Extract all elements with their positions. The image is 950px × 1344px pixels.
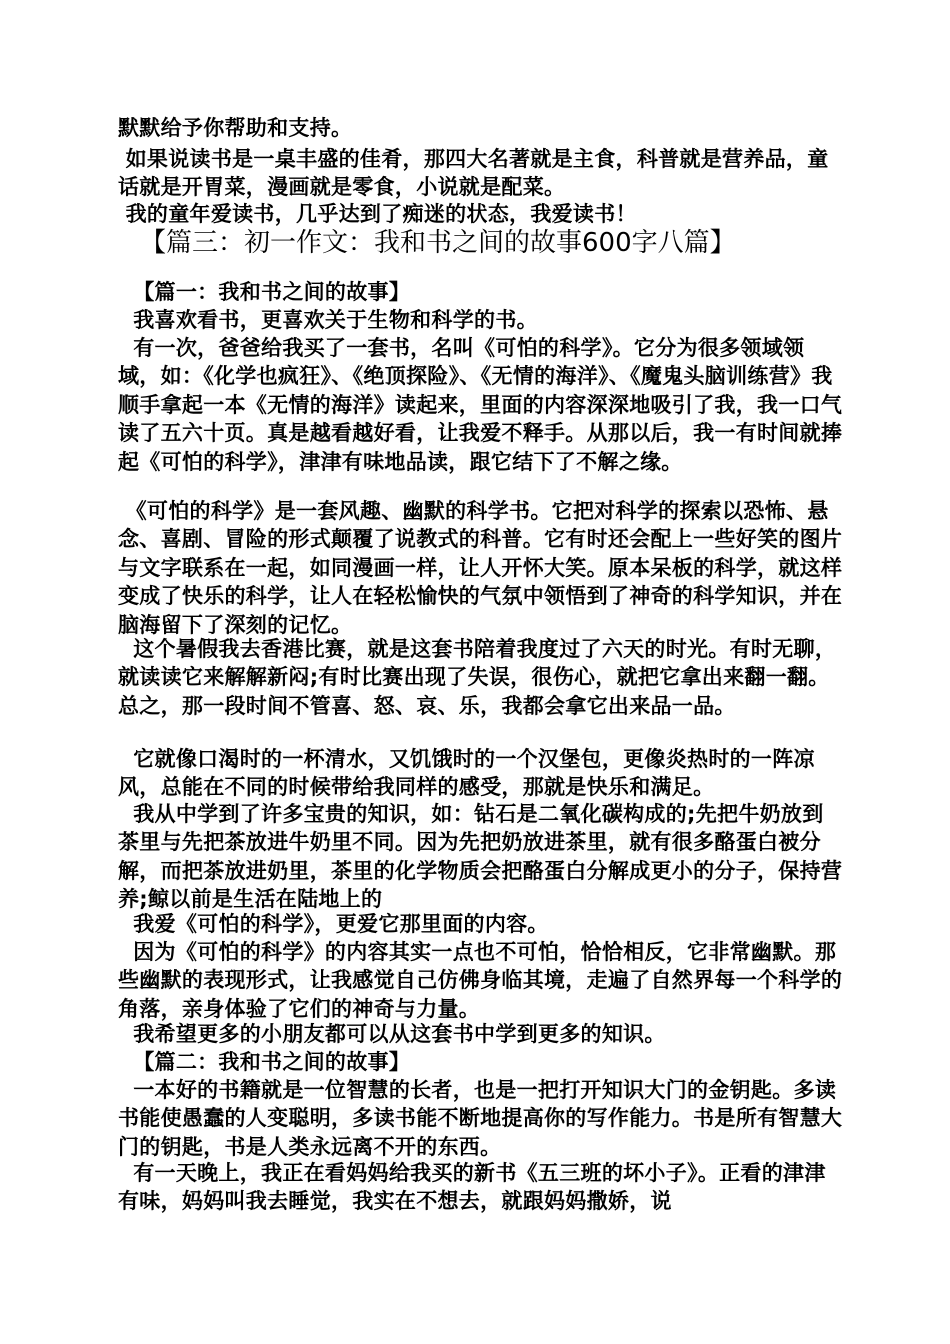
essay-paragraph: 有一次，爸爸给我买了一套书，名叫《可怕的科学》。它分为很多领域领域，如：《化学也疯狂》、《绝顶探险》、《无情的海洋》、《魔鬼头脑训练营》我顺手拿起一本《无情的海洋》读起来，里面的内容深深地吸引了我，我一口气读了五六十页。真是越看越好看，让我爱不释手。从那以后，我一有时间就捧起《可怕的科学》，津津有味地品读，跟它结下了不解之缘。	[118, 336, 843, 474]
paragraph-reading-metaphor: 如果说读书是一桌丰盛的佳肴，那四大名著就是主食，科普就是营养品，童话就是开胃菜，漫画就是零食，小说就是配菜。	[118, 147, 829, 200]
essay-paragraph: 一本好的书籍就是一位智慧的长者，也是一把打开知识大门的金钥匙。多读书能使愚蠢的人变聪明，多读书能不断地提高你的写作能力。书是所有智慧大门的钥匙，书是人类永远离不开的东西。	[118, 1078, 843, 1159]
essay-paragraph: 因为《可怕的科学》的内容其实一点也不可怕，恰恰相反，它非常幽默。那些幽默的表现形式，让我感觉自己仿佛身临其境，走遍了自然界每一个科学的角落，亲身体验了它们的神奇与力量。	[118, 940, 843, 1021]
essay-title-1: 【篇一：我和书之间的故事】	[118, 280, 411, 304]
essay-paragraph: 我从中学到了许多宝贵的知识，如：钻石是二氧化碳构成的;先把牛奶放到茶里与先把茶放进牛奶里不同。因为先把奶放进茶里，就有很多酪蛋白被分解，而把茶放进奶里，茶里的化学物质会把酪蛋白分解成更小的分子，保持营养;鲸以前是生活在陆地上的	[118, 802, 843, 912]
section-heading: 【篇三：初一作文：我和书之间的故事600字八篇】	[140, 228, 736, 258]
essay-paragraph: 《可怕的科学》是一套风趣、幽默的科学书。它把对科学的探索以恐怖、悬念、喜剧、冒险的形式颠覆了说教式的科普。它有时还会配上一些好笑的图片与文字联系在一起，如同漫画一样，让人开怀大笑。原本呆板的科学，就这样变成了快乐的科学，让人在轻松愉快的气氛中领悟到了神奇的科学知识，并在脑海留下了深刻的记忆。	[118, 499, 843, 637]
essay-title-2: 【篇二：我和书之间的故事】	[118, 1050, 411, 1074]
essay-paragraph: 我喜欢看书，更喜欢关于生物和科学的书。	[118, 308, 538, 332]
essay-paragraph: 它就像口渴时的一杯清水，又饥饿时的一个汉堡包，更像炎热时的一阵凉风，总能在不同的时候带给我同样的感受，那就是快乐和满足。	[118, 747, 815, 800]
paragraph-support: 默默给予你帮助和支持。	[118, 116, 353, 140]
essay-paragraph: 有一天晚上，我正在看妈妈给我买的新书《五三班的坏小子》。正看的津津有味，妈妈叫我去睡觉，我实在不想去，就跟妈妈撒娇，说	[118, 1161, 826, 1214]
essay-paragraph: 这个暑假我去香港比赛，就是这套书陪着我度过了六天的时光。有时无聊，就读读它来解解新闷;有时比赛出现了失误，很伤心，就把它拿出来翻一翻。总之，那一段时间不管喜、怒、哀、乐，我都会拿它出来品一品。	[118, 637, 837, 718]
essay-paragraph: 我希望更多的小朋友都可以从这套书中学到更多的知识。	[118, 1022, 666, 1046]
paragraph-childhood: 我的童年爱读书，几乎达到了痴迷的状态，我爱读书！	[118, 202, 637, 226]
essay-paragraph: 我爱《可怕的科学》，更爱它那里面的内容。	[118, 912, 549, 936]
